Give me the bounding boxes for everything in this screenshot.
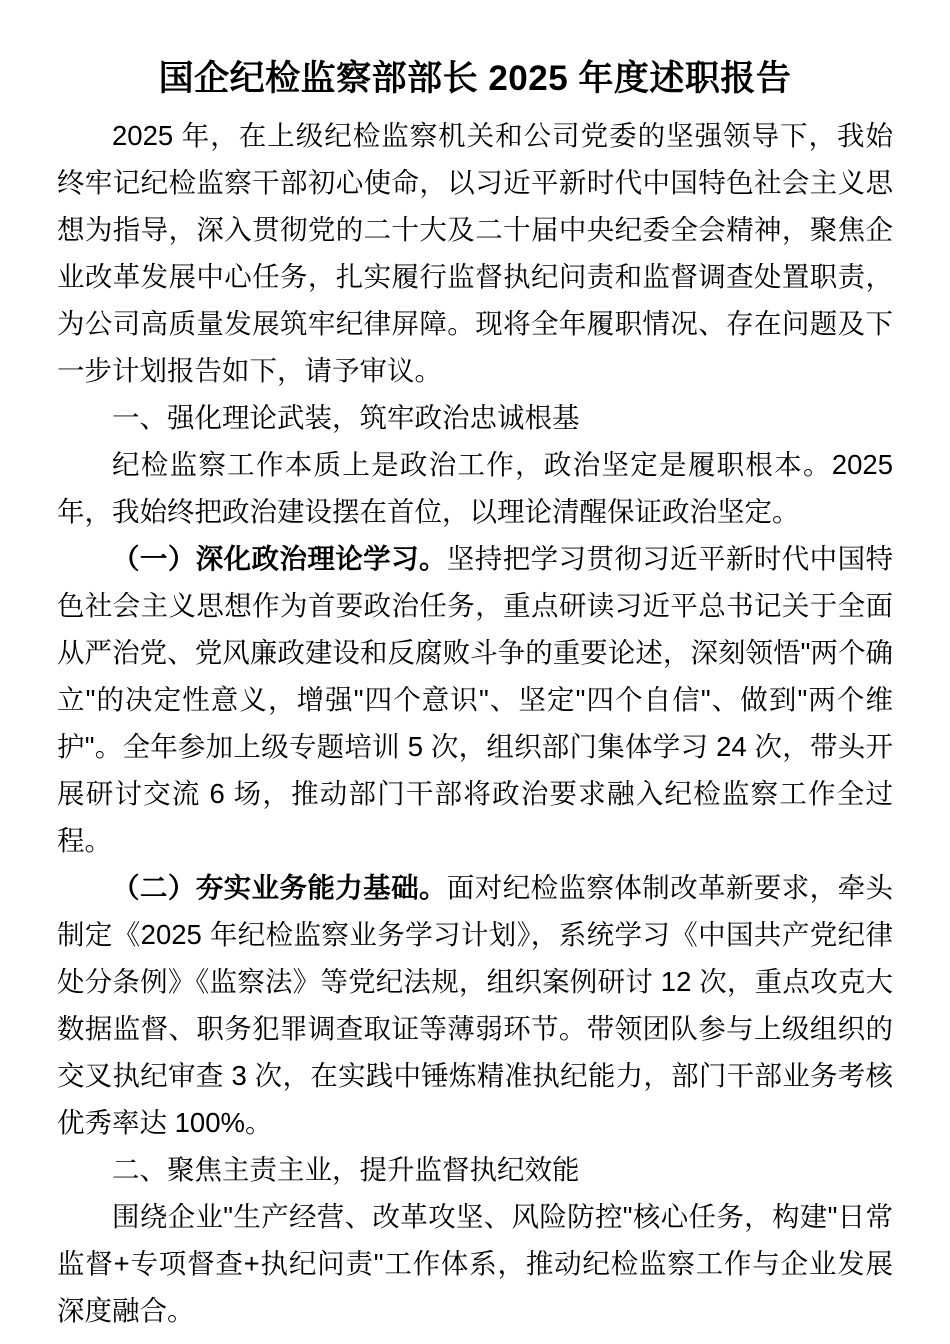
section-1-intro: 纪检监察工作本质上是政治工作，政治坚定是履职根本。2025 年，我始终把政治建设摆在首位，以理论清醒保证政治坚定。 <box>57 448 893 527</box>
page-title: 国企纪检监察部部长 2025 年度述职报告 <box>158 59 792 98</box>
opening-paragraph: 2025 年，在上级纪检监察机关和公司党委的坚强领导下，我始终牢记纪检监察干部初心使命，以习近平新时代中国特色社会主义思想为指导，深入贯彻党的二十大及二十届中央纪委全会精神，聚焦企业改革发展中心任务，扎实履行监督执纪问责和监督调查处置职责，为公司高质量发展筑牢纪律屏障。现将全年履职情况、存在问题及下一步计划报告如下，请予审议。 <box>57 119 893 386</box>
document-blocks <box>57 112 893 1334</box>
subsection-1-1-text: 坚持把学习贯彻习近平新时代中国特色社会主义思想作为首要政治任务，重点研读习近平总书记关于全面从严治党、党风廉政建设和反腐败斗争的重要论述，深刻领悟"两个确立"的决定性意义，增强"四个意识"、坚定"四个自信"、做到"两个维护"。全年参加上级专题培训 5 次，组织部门集体学习 24 次，带头开展研讨交流 6 场，推动部门干部将政治要求融入纪检监察工作全过程。 <box>57 542 894 856</box>
subsection-1-2-text: 面对纪检监察体制改革新要求，牵头制定《2025 年纪检监察业务学习计划》，系统学习《中国共产党纪律处分条例》《监察法》等党纪法规，组织案例研讨 12 次，重点攻克大数据监督、职务犯罪调查取证等薄弱环节。带领团队参与上级组织的交叉执纪审查 3 次，在实践中锤炼精准执纪能力，部门干部业务考核优秀率达 100%。 <box>57 871 894 1138</box>
document-body <box>57 0 893 1334</box>
section-2-intro: 围绕企业"生产经营、改革攻坚、风险防控"核心任务，构建"日常监督+专项督查+执纪问责"工作体系，推动纪检监察工作与企业发展深度融合。 <box>57 1200 893 1326</box>
subsection-1-1 <box>57 535 893 864</box>
subsection-1-2 <box>57 864 893 1146</box>
subsection-1-1-lead: （一）深化政治理论学习。 <box>112 542 447 574</box>
subsection-1-2-lead: （二）夯实业务能力基础。 <box>112 871 447 903</box>
section-heading-2: 二、聚焦主责主业，提升监督执纪效能 <box>112 1153 580 1185</box>
section-heading-1: 一、强化理论武装，筑牢政治忠诚根基 <box>112 401 580 433</box>
